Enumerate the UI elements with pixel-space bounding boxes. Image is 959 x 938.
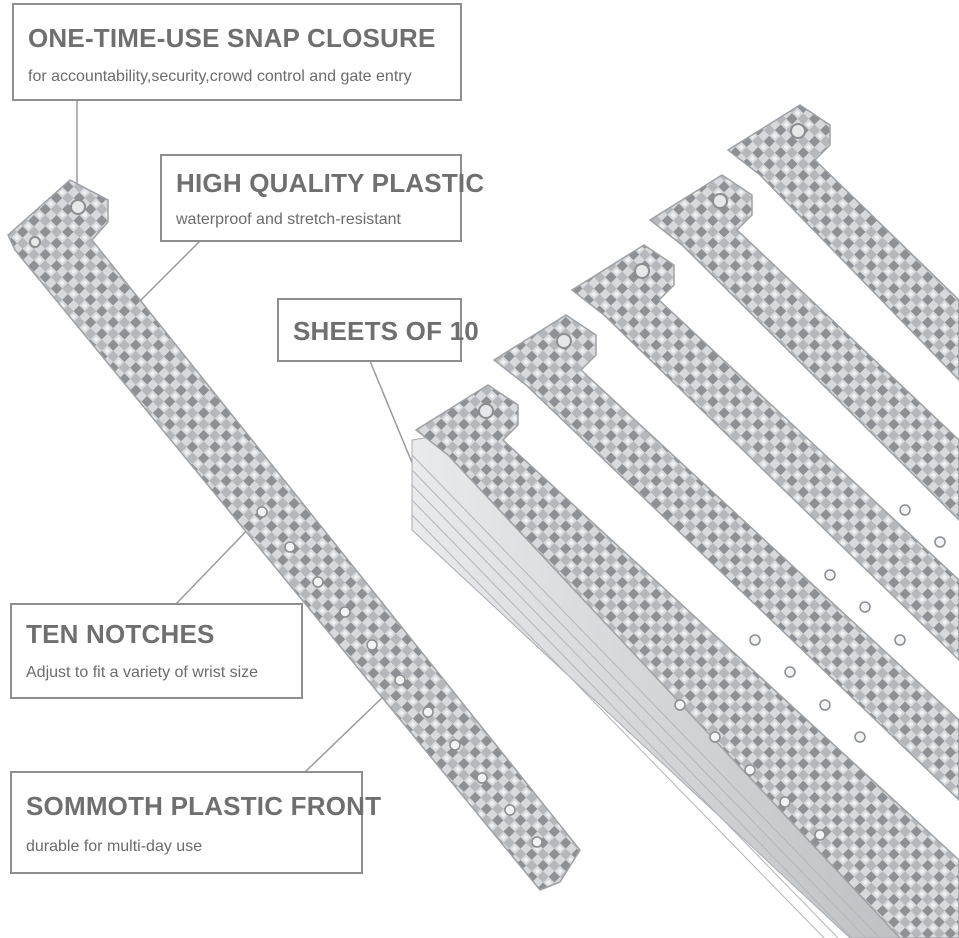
callout-title: HIGH QUALITY PLASTIC bbox=[176, 168, 485, 198]
callout-subtitle: Adjust to fit a variety of wrist size bbox=[26, 664, 259, 681]
callout-front bbox=[10, 771, 382, 874]
callout-snap-closure bbox=[12, 3, 462, 101]
callout-title: SHEETS OF 10 bbox=[293, 316, 479, 346]
callout-subtitle: waterproof and stretch-resistant bbox=[176, 211, 401, 228]
callout-plastic bbox=[160, 154, 485, 242]
callout-notches bbox=[10, 603, 303, 699]
callout-title: SOMMOTH PLASTIC FRONT bbox=[26, 791, 382, 821]
snap-hole bbox=[71, 200, 85, 214]
callout-sheets bbox=[277, 298, 479, 362]
callout-subtitle: durable for multi-day use bbox=[26, 838, 203, 855]
callout-subtitle: for accountability,security,crowd control and gate entry bbox=[28, 68, 412, 85]
callout-title: ONE-TIME-USE SNAP CLOSURE bbox=[28, 23, 436, 53]
callout-title: TEN NOTCHES bbox=[26, 619, 215, 649]
